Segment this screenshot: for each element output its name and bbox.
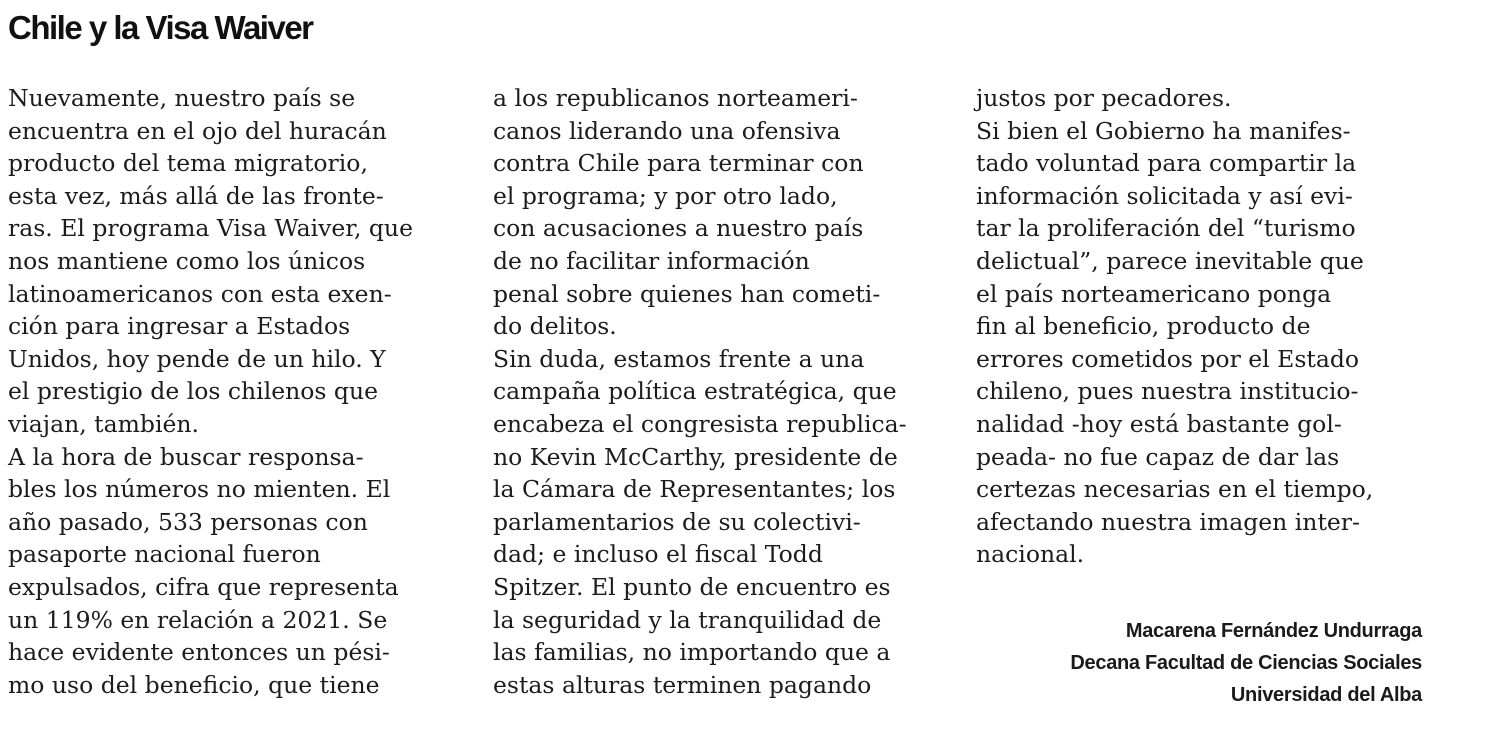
text-line: fin al beneficio, producto de — [976, 312, 1311, 341]
text-line: Nuevamente, nuestro país se — [8, 84, 356, 112]
text-line: de no facilitar información — [493, 246, 810, 275]
text-line: delictual”, parece inevitable que — [976, 246, 1364, 275]
text-line: expulsados, cifra que representa — [8, 572, 399, 601]
text-line: nacional. — [976, 540, 1085, 569]
text-line: la seguridad y la tranquilidad de — [493, 605, 882, 634]
text-line: A la hora de buscar responsa- — [8, 442, 364, 471]
text-line: certezas necesarias en el tiempo, — [976, 475, 1374, 504]
text-line: Spitzer. El punto de encuentro es — [493, 572, 891, 601]
text-line: do delitos. — [493, 312, 617, 341]
text-line: tado voluntad para compartir la — [976, 149, 1357, 178]
text-line: penal sobre quienes han cometi- — [493, 279, 881, 308]
text-line: latinoamericanos con esta exen- — [8, 279, 392, 308]
text-line: Unidos, hoy pende de un hilo. Y — [8, 344, 386, 373]
text-line: información solicitada y así evi- — [976, 181, 1353, 210]
text-line: las familias, no importando que a — [493, 638, 891, 667]
text-line: dad; e incluso el fiscal Todd — [493, 540, 823, 569]
text-line: producto del tema migratorio, — [8, 149, 368, 178]
article-column-1 — [8, 82, 468, 701]
text-line: nalidad -hoy está bastante gol- — [976, 409, 1342, 438]
article-headline: Chile y la Visa Waiver — [8, 9, 313, 46]
text-line: a los republicanos norteameri- — [493, 84, 858, 112]
text-line: esta vez, más allá de las fronte- — [8, 181, 384, 210]
text-line: estas alturas terminen pagando — [493, 670, 872, 699]
author-role: Decana Facultad de Ciencias Sociales — [1070, 652, 1422, 674]
text-line: no Kevin McCarthy, presidente de — [493, 442, 898, 471]
text-line: errores cometidos por el Estado — [976, 344, 1360, 373]
text-line: el prestigio de los chilenos que — [8, 377, 379, 406]
text-line: Si bien el Gobierno ha manifes- — [976, 116, 1351, 145]
text-line: el país norteamericano ponga — [976, 279, 1332, 308]
text-line: campaña política estratégica, que — [493, 377, 897, 406]
author-institution: Universidad del Alba — [1230, 684, 1422, 706]
text-line: viajan, también. — [8, 409, 199, 438]
article-column-3 — [976, 82, 1446, 571]
text-line: justos por pecadores. — [976, 84, 1232, 112]
text-line: un 119% en relación a 2021. Se — [8, 605, 388, 634]
text-line: bles los números no mienten. El — [8, 475, 391, 504]
text-line: encuentra en el ojo del huracán — [8, 116, 387, 145]
text-line: año pasado, 533 personas con — [8, 507, 368, 536]
text-line: nos mantiene como los únicos — [8, 246, 366, 275]
text-line: con acusaciones a nuestro país — [493, 214, 864, 243]
text-line: encabeza el congresista republica- — [493, 409, 907, 438]
text-line: ras. El programa Visa Waiver, que — [8, 214, 413, 243]
author-signature — [1070, 615, 1422, 711]
text-line: peada- no fue capaz de dar las — [976, 442, 1340, 471]
text-line: pasaporte nacional fueron — [8, 540, 321, 569]
text-line: parlamentarios de su colectivi- — [493, 507, 861, 536]
text-line: canos liderando una ofensiva — [493, 116, 841, 145]
text-line: mo uso del beneficio, que tiene — [8, 670, 380, 699]
text-line: ción para ingresar a Estados — [8, 312, 351, 341]
text-line: afectando nuestra imagen inter- — [976, 507, 1360, 536]
text-line: tar la proliferación del “turismo — [976, 214, 1356, 243]
text-line: contra Chile para terminar con — [493, 149, 864, 178]
text-line: hace evidente entonces un pési- — [8, 638, 390, 667]
text-line: Sin duda, estamos frente a una — [493, 344, 865, 373]
text-line: el programa; y por otro lado, — [493, 181, 838, 210]
text-line: chileno, pues nuestra institucio- — [976, 377, 1359, 406]
text-line: la Cámara de Representantes; los — [493, 475, 896, 504]
author-name: Macarena Fernández Undurraga — [1125, 620, 1422, 642]
article-column-2 — [493, 82, 953, 701]
